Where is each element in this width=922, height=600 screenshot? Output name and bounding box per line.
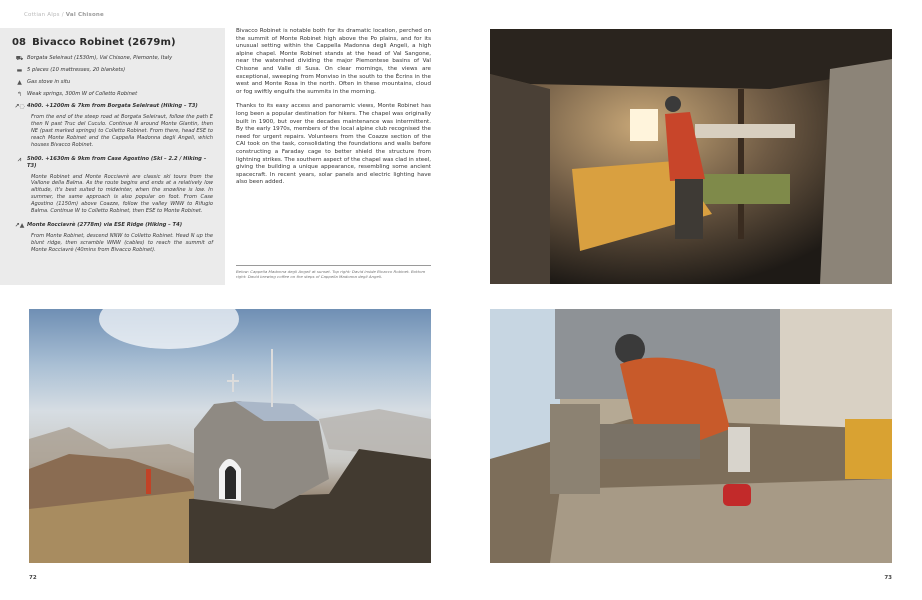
hut-title bbox=[12, 37, 215, 48]
running-head-section: Cottian Alps bbox=[24, 12, 60, 18]
fact-stove bbox=[12, 79, 215, 86]
page-number-right: 73 bbox=[884, 575, 892, 581]
route-summit-head bbox=[12, 222, 215, 229]
photo-chapel-summit bbox=[29, 309, 431, 563]
running-head bbox=[24, 12, 104, 18]
fact-text: Borgata Seleiraut (1530m), Val Chisone, Piemonte, Italy bbox=[27, 55, 173, 61]
body-text-column bbox=[236, 28, 431, 194]
hiking-icon: ↗◌ bbox=[14, 103, 25, 110]
route-hiking-head bbox=[12, 103, 215, 110]
photo-caption: Below: Cappella Madonna degli Angeli at sunset. Top right: David inside Bivacco Robinet. Bottom right: David brewing coffee on the steps of Cappella Madonna degli Angeli. bbox=[236, 269, 426, 280]
caption-divider bbox=[236, 265, 431, 266]
fact-water bbox=[12, 91, 215, 98]
fact-access bbox=[12, 55, 215, 62]
fact-text: Gas stove in situ bbox=[27, 79, 71, 85]
water-icon: ↰ bbox=[16, 91, 23, 98]
stove-icon: ▲ bbox=[17, 79, 22, 86]
fact-places bbox=[12, 67, 215, 74]
fact-text: Weak springs, 300m W of Colletto Robinet bbox=[27, 91, 138, 97]
coffee-illustration bbox=[490, 309, 892, 563]
hut-info-box bbox=[0, 28, 225, 285]
body-paragraph: Bivacco Robinet is notable both for its dramatic location, perched on the summit of Monte Robinet high above the Po plains, and for its unusual setting within the Cappella Madonna degli Angeli, a high alpine chapel. Monte Robinet stands at the head of Val Sangone, near the watershed dividing the major Piemontese basins of Val Chisone and Valle di Susa. On clear mornings, the views are exceptional, sweeping from Monviso in the south to the Écrins in the west and Monte Rosa in the north. Often in these mountains, cloud or fog swiftly engulfs the summits in the morning. bbox=[236, 28, 431, 95]
page-number-left: 72 bbox=[29, 575, 37, 581]
fact-text: 5 places (10 mattresses, 20 blankets) bbox=[27, 67, 126, 73]
hut-number: 08 bbox=[12, 37, 27, 48]
hut-interior-illustration bbox=[490, 29, 892, 284]
hut-name: Bivacco Robinet (2679m) bbox=[32, 37, 176, 48]
photo-coffee-steps bbox=[490, 309, 892, 563]
route-summit-description: From Monte Robinet, descend NNW to Colletto Robinet. Head N up the blunt ridge, then scramble WNW (cables) to reach the summit of Monte Rocciavrè (40mins from Bivacco Robinet). bbox=[31, 232, 213, 253]
running-head-current: Val Chisone bbox=[65, 12, 104, 18]
route-title: Monte Rocciavrè (2778m) via ESE Ridge (Hiking – T4) bbox=[27, 221, 183, 228]
route-title: 5h00. +1630m & 9km from Case Agostino (Ski – 2.2 / Hiking – T3) bbox=[27, 155, 207, 169]
chapel-illustration bbox=[29, 309, 431, 563]
photo-hut-interior bbox=[490, 29, 892, 284]
route-ski-head bbox=[12, 156, 215, 170]
car-icon: ⛟ bbox=[15, 55, 24, 62]
body-paragraph: Thanks to its easy access and panoramic views, Monte Robinet has long been a popular destination for hikers. The chapel was originally built in 1900, but over the decades maintenance was intermittent. By the early 1970s, members of the local alpine club recognised the need for urgent repairs. Volunteers from the Coazze section of the CAI took on the task, consolidating the foundations and walls before constructing a Faraday cage to better shield the structure from lightning strikes. The southern aspect of the chapel was clad in steel, giving the building a unique appearance, resembling some ancient spacecraft. In recent years, solar panels and electric lighting have also been added. bbox=[236, 103, 431, 186]
route-hiking-description: From the end of the steep road at Borgata Seleiraut, follow the path E then N past Truc del Cuculo. Continue N around Monte Glantin, then NE (past marked springs) to Colletto Robinet. From there, head ESE to reach Monte Robinet and the Cappella Madonna degli Angeli, which houses Bivacco Robinet. bbox=[31, 114, 213, 148]
route-ski-description: Monte Robinet and Monte Rocciavrè are classic ski tours from the Vallone della Balma. As the route begins and ends at a relatively low altitude, it's best suited to midwinter, when the snowline is low. In summer, the same approach is also popular on foot. From Case Agostino (1150m) above Coazze, follow the valley WNW to Rifugio Balma. Continue W to Colletto Robinet, then ESE to Monte Robinet. bbox=[31, 173, 213, 215]
summit-icon: ↗▲ bbox=[14, 221, 25, 229]
route-title: 4h00. +1200m & 7km from Borgata Seleiraut (Hiking – T3) bbox=[27, 103, 198, 109]
running-head-separator: / bbox=[61, 12, 64, 18]
bed-icon: ▬ bbox=[16, 67, 23, 74]
ski-icon: ⩘ bbox=[17, 155, 22, 163]
